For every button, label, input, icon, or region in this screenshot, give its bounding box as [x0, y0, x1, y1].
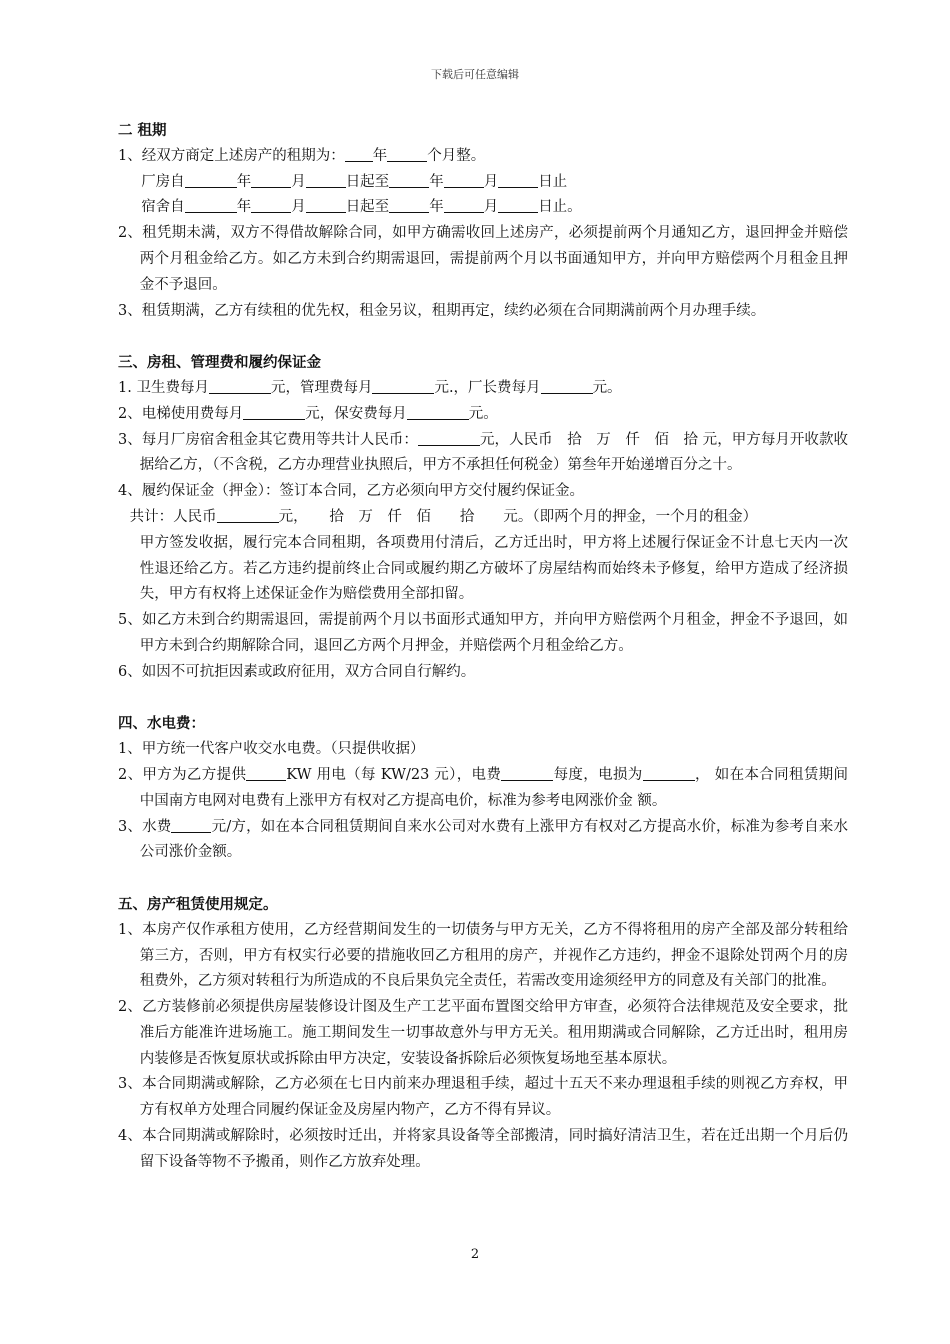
blank-field — [185, 196, 237, 213]
clause-5-1: 1、本房产仅作承租方使用，乙方经营期间发生的一切债务与甲方无关，乙方不得将租用的房产全部及部分转租给第三方，否则，甲方有权实行必要的措施收回乙方租用的房产，并视作乙方违约，押金不退除处罚两个月的房租费外，乙方须对转租行为所造成的不良后果负完全责任，若需改变用途须经甲方的同意及有关部门的批准。 — [118, 921, 848, 990]
blank-field — [643, 764, 695, 781]
clause-text: 3、水费 — [118, 818, 172, 835]
clause-text: 月 — [291, 199, 306, 216]
blank-field — [243, 403, 305, 420]
clause-text: ， 如在本合同租赁期间中国南方电网对电费有上涨甲方有权对乙方提高电价，标准为参考电网涨价金 额。 — [139, 766, 848, 809]
blank-field — [407, 403, 469, 420]
blank-field — [251, 171, 291, 188]
clause-4-1: 1、甲方统一代客户收交水电费。（只提供收据） — [118, 741, 425, 758]
clause-text: 年 — [236, 173, 252, 190]
blank-field — [251, 196, 291, 213]
clause-text: 宿舍自 — [141, 199, 185, 216]
section-heading-rent-fees: 三、房租、管理费和履约保证金 — [118, 354, 321, 372]
clause-4-2 — [118, 763, 848, 815]
blank-field — [389, 171, 429, 188]
clause-5-4: 4、本合同期满或解除时，必须按时迁出，并将家具设备等全部搬清，同时搞好清洁卫生，若在迁出期一个月后仍留下设备等物不予搬甬，则作乙方放弃处理。 — [118, 1128, 848, 1170]
clause-text: 1、经双方商定上述房产的租期为： — [118, 147, 345, 164]
clause-text: 元/方，如在本合同租赁期间自来水公司对水费有上涨甲方有权对乙方提高水价，标准为参考自来水公司涨价金额。 — [139, 818, 848, 861]
clause-3-3 — [118, 428, 848, 480]
clause-4-3 — [118, 815, 848, 867]
blank-field — [389, 196, 429, 213]
clause-3-4: 4、履约保证金（押金）：签订本合同，乙方必须向甲方交付履约保证金。 — [118, 483, 584, 500]
clause-2-2: 2、租凭期未满，双方不得借故解除合同，如甲方确需收回上述房产，必须提前两个月通知乙方，退回押金并赔偿两个月租金给乙方。如乙方未到合约期需退回，需提前两个月以书面通知甲方，并向甲方赔偿两个月租金且押金不予退回。 — [118, 225, 848, 293]
clause-text: 2、甲方为乙方提供 — [118, 766, 247, 783]
clause-text: 个月整。 — [427, 147, 486, 164]
clause-text: 元，管理费每月 — [270, 379, 373, 396]
clause-5-2: 2、乙方装修前必须提供房屋装修设计图及生产工艺平面布置图交给甲方审查，必须符合法律规范及安全要求，批准后方能准许进场施工。施工期间发生一切事故意外与甲方无关。租用期满或合同解除，乙方迁出时，租用房内装修是否恢复原状或拆除由甲方决定，安装设备拆除后必须恢复场地至基本原状。 — [118, 999, 848, 1067]
section-heading-lease-term: 二 租期 — [118, 122, 167, 139]
blank-field — [217, 506, 279, 523]
clause-text: 月 — [291, 173, 306, 190]
dorm-term-line — [118, 195, 848, 221]
deposit-detail: 甲方签发收据，履行完本合同租期，各项费用付清后，乙方迁出时，甲方将上述履行保证金不计息七天内一次性退还给乙方。若乙方违约提前终止合同或履约期乙方破坏了房屋结构而始终未予修复，给甲方造成了经济损失，甲方有权将上述保证金作为赔偿费用全部扣留。 — [139, 534, 848, 603]
clause-text: 元。 — [468, 405, 498, 422]
clause-text: 元.，厂长费每月 — [434, 379, 541, 396]
blank-field — [541, 377, 593, 394]
clause-2-1 — [118, 144, 848, 170]
blank-field — [444, 196, 484, 213]
clause-text: 月 — [483, 173, 499, 190]
clause-text: 3、每月厂房宿舍租金其它费用等共计人民币： — [118, 431, 418, 448]
blank-field — [418, 429, 480, 446]
clause-text: 日止 — [538, 173, 568, 190]
blank-field — [306, 196, 346, 213]
blank-field — [444, 171, 484, 188]
clause-text: 2、电梯使用费每月 — [118, 405, 244, 422]
clause-text: KW 用电（每 KW/23 元），电费 — [286, 766, 502, 783]
clause-3-2 — [118, 402, 848, 428]
blank-field — [246, 764, 286, 781]
blank-field — [498, 171, 538, 188]
contract-body — [118, 118, 848, 1176]
spacer — [118, 324, 848, 350]
clause-3-5: 5、如乙方未到合约期需退回，需提前两个月以书面形式通知甲方，并向甲方赔偿两个月租金，押金不予退回，如甲方未到合约期解除合同，退回乙方两个月押金，并赔偿两个月租金给乙方。 — [118, 612, 848, 654]
spacer — [118, 686, 848, 712]
clause-text: 1. 卫生费每月 — [118, 379, 209, 396]
clause-text: 年 — [236, 199, 252, 216]
clause-text: 元， 拾 万 仟 佰 拾 元。（即两个月的押金，一个月的租金） — [278, 508, 758, 525]
clause-text: 每度，电损为 — [553, 766, 643, 783]
blank-field — [498, 196, 538, 213]
clause-text: 元。 — [592, 379, 622, 396]
clause-text: 年 — [372, 147, 388, 164]
clause-text: 月 — [483, 199, 499, 216]
clause-3-6: 6、如因不可抗拒因素或政府征用，双方合同自行解约。 — [118, 663, 476, 680]
blank-field — [372, 377, 434, 394]
clause-2-3: 3、租赁期满，乙方有续租的优先权，租金另议，租期再定，续约必须在合同期满前两个月办理手续。 — [118, 302, 766, 319]
blank-field — [171, 816, 211, 833]
blank-field — [209, 377, 271, 394]
clause-text: 年 — [429, 199, 444, 216]
section-heading-usage-rules: 五、房产租赁使用规定。 — [118, 895, 278, 913]
clause-text: 元，保安费每月 — [305, 405, 407, 422]
page-header: 下载后可任意编辑 — [431, 68, 519, 81]
clause-3-1 — [118, 376, 848, 402]
clause-text: 日起至 — [345, 199, 390, 216]
blank-field — [185, 171, 237, 188]
clause-text: 厂房自 — [141, 173, 185, 190]
factory-term-line — [118, 170, 848, 196]
blank-field — [387, 145, 427, 162]
clause-text: 日止。 — [538, 199, 582, 216]
blank-field — [345, 145, 373, 162]
clause-text: 日起至 — [345, 173, 390, 190]
section-heading-utilities: 四、水电费： — [118, 715, 205, 733]
spacer — [118, 866, 848, 892]
blank-field — [306, 171, 346, 188]
clause-text: 共计：人民币 — [129, 508, 217, 525]
blank-field — [501, 764, 553, 781]
clause-text: 元，人民币 拾 万 仟 佰 拾 元，甲方每月开收款收据给乙方，（不含税，乙方办理营业执照后，甲方不承担任何税金）第叁年开始递增百分之十。 — [139, 431, 848, 474]
page-number: 2 — [470, 1247, 480, 1262]
clause-5-3: 3、本合同期满或解除，乙方必须在七日内前来办理退租手续，超过十五天不来办理退租手续的则视乙方弃权，甲方有权单方处理合同履约保证金及房屋内物产，乙方不得有异议。 — [118, 1076, 848, 1119]
clause-text: 年 — [429, 173, 444, 190]
deposit-total-line — [118, 505, 848, 531]
